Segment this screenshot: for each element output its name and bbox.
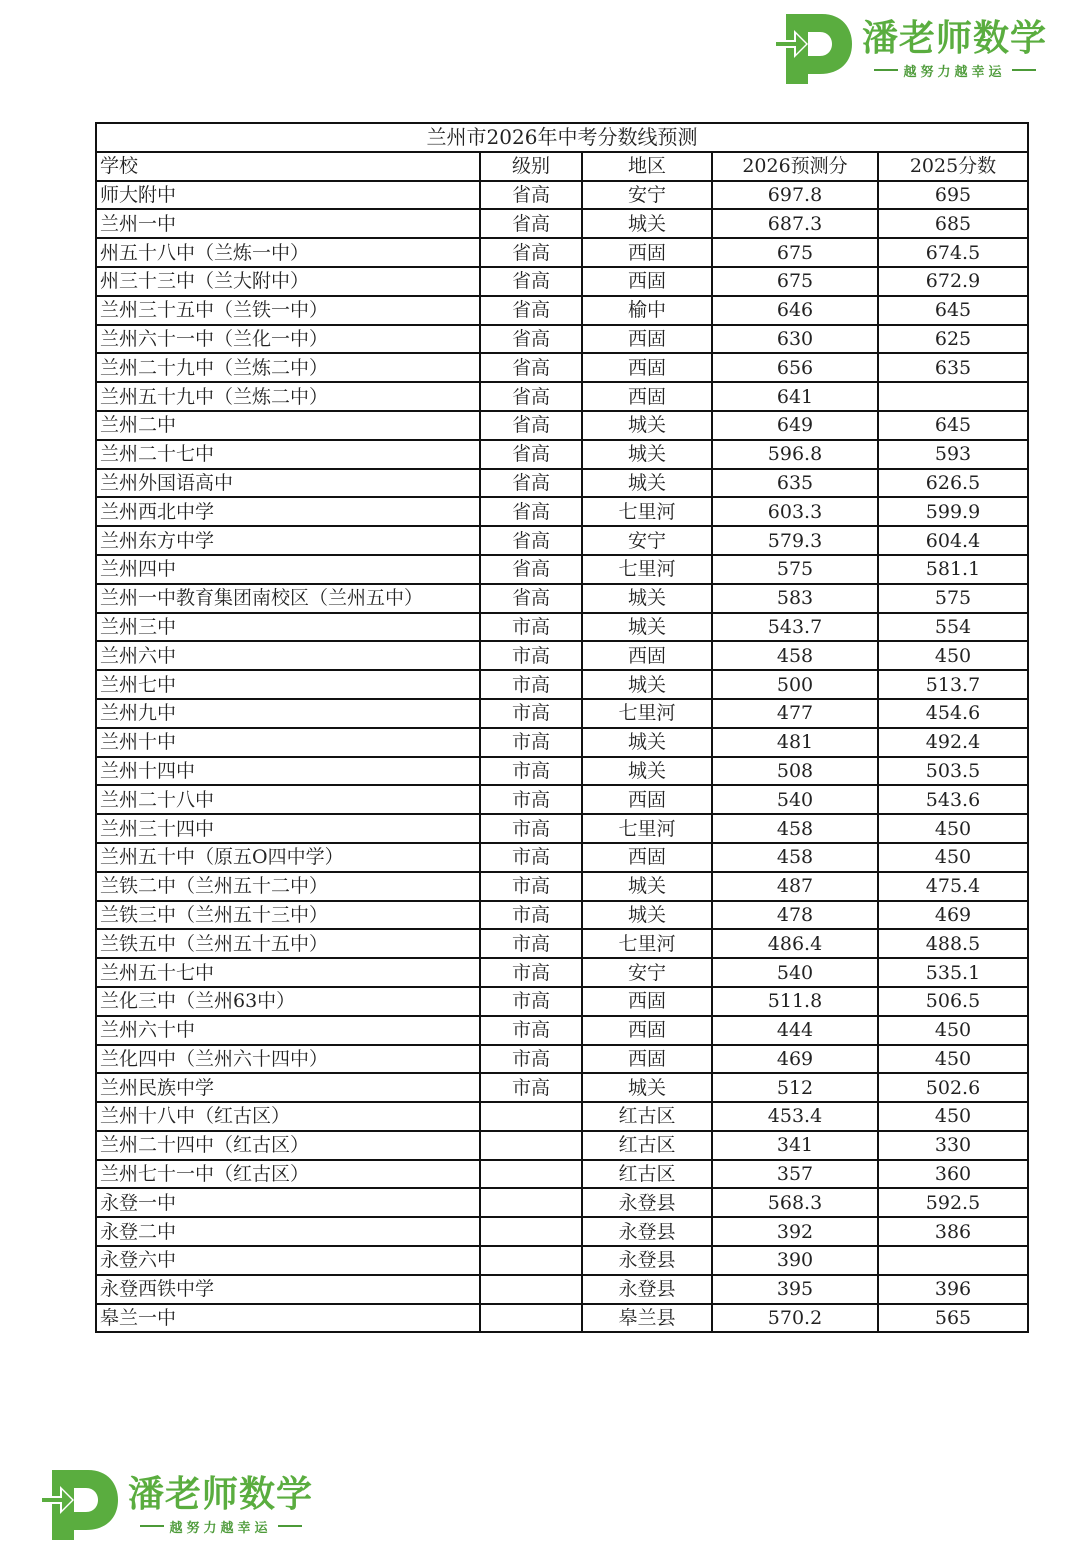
cell-2025-score: 492.4: [878, 728, 1028, 757]
cell-2025-score: 581.1: [878, 555, 1028, 584]
header-district: 地区: [582, 152, 712, 181]
cell-district: 红古区: [582, 1102, 712, 1131]
cell-2026-predicted: 641: [712, 382, 878, 411]
cell-district: 七里河: [582, 929, 712, 958]
cell-2025-score: 695: [878, 181, 1028, 210]
cell-2025-score: 604.4: [878, 526, 1028, 555]
cell-2026-predicted: 511.8: [712, 987, 878, 1016]
brand-slogan-row: [134, 1517, 308, 1536]
cell-district: 西固: [582, 325, 712, 354]
cell-district: 城关: [582, 440, 712, 469]
cell-school: 兰州七中: [96, 670, 480, 699]
cell-2026-predicted: 453.4: [712, 1102, 878, 1131]
header-level: 级别: [480, 152, 582, 181]
cell-school: 兰州五十七中: [96, 958, 480, 987]
cell-2026-predicted: 543.7: [712, 613, 878, 642]
cell-2025-score: 488.5: [878, 929, 1028, 958]
brand-logo-bottom: [38, 1468, 313, 1542]
cell-2026-predicted: 568.3: [712, 1188, 878, 1217]
cell-district: 西固: [582, 1016, 712, 1045]
cell-level: 市高: [480, 1045, 582, 1074]
cell-school: 兰州七十一中（红古区）: [96, 1160, 480, 1189]
cell-level: 市高: [480, 785, 582, 814]
cell-2026-predicted: 512: [712, 1073, 878, 1102]
cell-2025-score: 625: [878, 325, 1028, 354]
table-row: [96, 1045, 1028, 1074]
cell-school: 兰州二十九中（兰炼二中）: [96, 353, 480, 382]
table-row: [96, 699, 1028, 728]
cell-level: 市高: [480, 929, 582, 958]
cell-district: 城关: [582, 901, 712, 930]
table-row: [96, 901, 1028, 930]
cell-2026-predicted: 486.4: [712, 929, 878, 958]
cell-2026-predicted: 458: [712, 814, 878, 843]
cell-school: 兰州一中教育集团南校区（兰州五中）: [96, 584, 480, 613]
cell-2025-score: 599.9: [878, 497, 1028, 526]
cell-2025-score: 502.6: [878, 1073, 1028, 1102]
table-row: [96, 267, 1028, 296]
cell-district: 西固: [582, 641, 712, 670]
cell-2025-score: 450: [878, 641, 1028, 670]
cell-school: 永登二中: [96, 1217, 480, 1246]
table-row: [96, 209, 1028, 238]
cell-level: 省高: [480, 382, 582, 411]
cell-school: 兰州二十七中: [96, 440, 480, 469]
header-2026-predicted: 2026预测分: [712, 152, 878, 181]
cell-2025-score: 554: [878, 613, 1028, 642]
cell-school: 兰州民族中学: [96, 1073, 480, 1102]
cell-level: 市高: [480, 1073, 582, 1102]
cell-level: 市高: [480, 987, 582, 1016]
table-row: [96, 785, 1028, 814]
brand-slogan: 越努力越幸运: [169, 1520, 272, 1536]
cell-2025-score: 593: [878, 440, 1028, 469]
cell-2026-predicted: 656: [712, 353, 878, 382]
cell-district: 安宁: [582, 958, 712, 987]
cell-2025-score: 506.5: [878, 987, 1028, 1016]
cell-level: 市高: [480, 814, 582, 843]
brand-name: 潘老师数学: [128, 1473, 314, 1515]
cell-district: 永登县: [582, 1188, 712, 1217]
cell-school: 兰州九中: [96, 699, 480, 728]
table-title: 兰州市2026年中考分数线预测: [96, 123, 1028, 152]
cell-2025-score: 450: [878, 843, 1028, 872]
cell-2026-predicted: 508: [712, 757, 878, 786]
cell-2026-predicted: 596.8: [712, 440, 878, 469]
cell-2025-score: 674.5: [878, 238, 1028, 267]
cell-school: 兰州东方中学: [96, 526, 480, 555]
cell-level: 省高: [480, 353, 582, 382]
cell-level: 省高: [480, 238, 582, 267]
cell-level: 省高: [480, 584, 582, 613]
table-title-row: [96, 123, 1028, 152]
table-row: [96, 526, 1028, 555]
cell-district: 西固: [582, 267, 712, 296]
cell-level: 市高: [480, 641, 582, 670]
cell-level: [480, 1160, 582, 1189]
cell-2025-score: 454.6: [878, 699, 1028, 728]
cell-level: 市高: [480, 901, 582, 930]
table-row: [96, 1131, 1028, 1160]
cell-2025-score: 543.6: [878, 785, 1028, 814]
cell-school: 兰州十中: [96, 728, 480, 757]
cell-level: 市高: [480, 613, 582, 642]
table-row: [96, 1217, 1028, 1246]
cell-2026-predicted: 357: [712, 1160, 878, 1189]
cell-district: 永登县: [582, 1246, 712, 1275]
cell-level: [480, 1246, 582, 1275]
cell-district: 城关: [582, 469, 712, 498]
table-row: [96, 555, 1028, 584]
cell-district: 西固: [582, 843, 712, 872]
cell-district: 七里河: [582, 814, 712, 843]
table-row: [96, 1275, 1028, 1304]
cell-2026-predicted: 649: [712, 411, 878, 440]
cell-2026-predicted: 395: [712, 1275, 878, 1304]
cell-2026-predicted: 390: [712, 1246, 878, 1275]
cell-2026-predicted: 540: [712, 785, 878, 814]
cell-2025-score: 565: [878, 1304, 1028, 1333]
cell-district: 榆中: [582, 296, 712, 325]
table-row: [96, 469, 1028, 498]
cell-school: 兰铁五中（兰州五十五中）: [96, 929, 480, 958]
table-row: [96, 843, 1028, 872]
cell-2025-score: 575: [878, 584, 1028, 613]
cell-level: 市高: [480, 728, 582, 757]
cell-district: 七里河: [582, 497, 712, 526]
cell-level: [480, 1275, 582, 1304]
cell-2026-predicted: 481: [712, 728, 878, 757]
cell-2025-score: 450: [878, 1045, 1028, 1074]
cell-district: 红古区: [582, 1131, 712, 1160]
cell-2025-score: 450: [878, 1016, 1028, 1045]
cell-level: 市高: [480, 1016, 582, 1045]
cell-level: [480, 1217, 582, 1246]
table-row: [96, 325, 1028, 354]
cell-2026-predicted: 444: [712, 1016, 878, 1045]
cell-level: 省高: [480, 209, 582, 238]
table-row: [96, 1160, 1028, 1189]
table-row: [96, 1073, 1028, 1102]
cell-school: 兰州六十中: [96, 1016, 480, 1045]
cell-school: 永登一中: [96, 1188, 480, 1217]
cell-district: 城关: [582, 1073, 712, 1102]
cell-district: 七里河: [582, 699, 712, 728]
cell-2025-score: 513.7: [878, 670, 1028, 699]
cell-2026-predicted: 635: [712, 469, 878, 498]
cell-2025-score: 450: [878, 814, 1028, 843]
cell-2026-predicted: 458: [712, 843, 878, 872]
cell-level: 省高: [480, 469, 582, 498]
cell-level: 省高: [480, 296, 582, 325]
cell-2025-score: 635: [878, 353, 1028, 382]
brand-slogan-row: [868, 61, 1042, 80]
cell-district: 西固: [582, 353, 712, 382]
cell-school: 兰州二中: [96, 411, 480, 440]
cell-2025-score: [878, 382, 1028, 411]
table-row: [96, 929, 1028, 958]
cell-2026-predicted: 478: [712, 901, 878, 930]
table-row: [96, 353, 1028, 382]
table-body: [96, 181, 1028, 1333]
cell-2025-score: 503.5: [878, 757, 1028, 786]
cell-school: 兰州二十八中: [96, 785, 480, 814]
cell-2025-score: 396: [878, 1275, 1028, 1304]
cell-district: 城关: [582, 757, 712, 786]
cell-2026-predicted: 675: [712, 238, 878, 267]
table-row: [96, 670, 1028, 699]
cell-school: 兰州十四中: [96, 757, 480, 786]
cell-2026-predicted: 646: [712, 296, 878, 325]
cell-level: 省高: [480, 526, 582, 555]
cell-district: 安宁: [582, 526, 712, 555]
cell-level: 省高: [480, 440, 582, 469]
cell-level: 市高: [480, 872, 582, 901]
table-row: [96, 382, 1028, 411]
cell-school: 兰化三中（兰州63中）: [96, 987, 480, 1016]
cell-2026-predicted: 392: [712, 1217, 878, 1246]
cell-2025-score: 386: [878, 1217, 1028, 1246]
brand-p-icon: [772, 12, 854, 86]
cell-level: [480, 1131, 582, 1160]
cell-level: 省高: [480, 181, 582, 210]
cell-district: 西固: [582, 1045, 712, 1074]
cell-2025-score: 685: [878, 209, 1028, 238]
table-row: [96, 1304, 1028, 1333]
cell-2026-predicted: 341: [712, 1131, 878, 1160]
score-table: [95, 122, 1029, 1333]
cell-school: 兰化四中（兰州六十四中）: [96, 1045, 480, 1074]
table-row: [96, 728, 1028, 757]
cell-2025-score: 475.4: [878, 872, 1028, 901]
cell-school: 兰州五十中（原五O四中学）: [96, 843, 480, 872]
cell-district: 永登县: [582, 1275, 712, 1304]
cell-school: 兰州二十四中（红古区）: [96, 1131, 480, 1160]
cell-2026-predicted: 570.2: [712, 1304, 878, 1333]
brand-p-icon: [38, 1468, 120, 1542]
table-row: [96, 613, 1028, 642]
cell-district: 城关: [582, 411, 712, 440]
cell-2026-predicted: 603.3: [712, 497, 878, 526]
cell-school: 皋兰一中: [96, 1304, 480, 1333]
brand-slogan: 越努力越幸运: [903, 64, 1006, 80]
table-row: [96, 584, 1028, 613]
header-school: 学校: [96, 152, 480, 181]
cell-school: 兰州五十九中（兰炼二中）: [96, 382, 480, 411]
cell-district: 城关: [582, 209, 712, 238]
cell-2026-predicted: 458: [712, 641, 878, 670]
cell-district: 安宁: [582, 181, 712, 210]
header-2025-score: 2025分数: [878, 152, 1028, 181]
table-row: [96, 814, 1028, 843]
cell-level: [480, 1304, 582, 1333]
cell-school: 兰州一中: [96, 209, 480, 238]
cell-2026-predicted: 697.8: [712, 181, 878, 210]
cell-level: 省高: [480, 267, 582, 296]
table-row: [96, 1102, 1028, 1131]
table-row: [96, 958, 1028, 987]
cell-2026-predicted: 500: [712, 670, 878, 699]
cell-2026-predicted: 579.3: [712, 526, 878, 555]
cell-district: 城关: [582, 613, 712, 642]
cell-2025-score: 645: [878, 411, 1028, 440]
cell-school: 兰铁三中（兰州五十三中）: [96, 901, 480, 930]
cell-level: 市高: [480, 670, 582, 699]
cell-school: 永登西铁中学: [96, 1275, 480, 1304]
cell-school: 兰州三十四中: [96, 814, 480, 843]
cell-district: 城关: [582, 584, 712, 613]
cell-2025-score: 360: [878, 1160, 1028, 1189]
table-row: [96, 1016, 1028, 1045]
cell-district: 永登县: [582, 1217, 712, 1246]
cell-level: 市高: [480, 843, 582, 872]
cell-school: 兰州外国语高中: [96, 469, 480, 498]
cell-level: 市高: [480, 958, 582, 987]
table-row: [96, 497, 1028, 526]
cell-district: 红古区: [582, 1160, 712, 1189]
cell-level: 市高: [480, 699, 582, 728]
cell-school: 永登六中: [96, 1246, 480, 1275]
cell-district: 西固: [582, 238, 712, 267]
table-row: [96, 1246, 1028, 1275]
table-row: [96, 987, 1028, 1016]
cell-2025-score: [878, 1246, 1028, 1275]
cell-level: 省高: [480, 497, 582, 526]
cell-2026-predicted: 575: [712, 555, 878, 584]
table-row: [96, 440, 1028, 469]
cell-2026-predicted: 540: [712, 958, 878, 987]
cell-school: 兰州三中: [96, 613, 480, 642]
cell-2026-predicted: 487: [712, 872, 878, 901]
cell-district: 城关: [582, 872, 712, 901]
table-row: [96, 757, 1028, 786]
cell-school: 兰州六十一中（兰化一中）: [96, 325, 480, 354]
cell-2025-score: 535.1: [878, 958, 1028, 987]
table-row: [96, 1188, 1028, 1217]
cell-level: 省高: [480, 325, 582, 354]
cell-school: 兰州三十五中（兰铁一中）: [96, 296, 480, 325]
cell-school: 州五十八中（兰炼一中）: [96, 238, 480, 267]
table-header-row: [96, 152, 1028, 181]
cell-school: 兰州十八中（红古区）: [96, 1102, 480, 1131]
cell-2025-score: 592.5: [878, 1188, 1028, 1217]
cell-level: [480, 1102, 582, 1131]
cell-2025-score: 450: [878, 1102, 1028, 1131]
cell-district: 七里河: [582, 555, 712, 584]
cell-2025-score: 672.9: [878, 267, 1028, 296]
cell-2026-predicted: 583: [712, 584, 878, 613]
cell-school: 师大附中: [96, 181, 480, 210]
cell-level: 省高: [480, 555, 582, 584]
cell-level: [480, 1188, 582, 1217]
cell-2026-predicted: 630: [712, 325, 878, 354]
cell-school: 兰州六中: [96, 641, 480, 670]
cell-2025-score: 469: [878, 901, 1028, 930]
cell-2026-predicted: 675: [712, 267, 878, 296]
brand-name: 潘老师数学: [862, 17, 1048, 59]
cell-2025-score: 645: [878, 296, 1028, 325]
cell-level: 市高: [480, 757, 582, 786]
cell-school: 兰州四中: [96, 555, 480, 584]
table-row: [96, 641, 1028, 670]
cell-2026-predicted: 687.3: [712, 209, 878, 238]
cell-school: 州三十三中（兰大附中）: [96, 267, 480, 296]
cell-district: 城关: [582, 728, 712, 757]
table-row: [96, 296, 1028, 325]
cell-school: 兰铁二中（兰州五十二中）: [96, 872, 480, 901]
cell-district: 西固: [582, 382, 712, 411]
table-row: [96, 411, 1028, 440]
cell-2025-score: 626.5: [878, 469, 1028, 498]
cell-school: 兰州西北中学: [96, 497, 480, 526]
cell-district: 城关: [582, 670, 712, 699]
cell-2025-score: 330: [878, 1131, 1028, 1160]
cell-level: 省高: [480, 411, 582, 440]
cell-2026-predicted: 477: [712, 699, 878, 728]
cell-2026-predicted: 469: [712, 1045, 878, 1074]
table-row: [96, 238, 1028, 267]
cell-district: 皋兰县: [582, 1304, 712, 1333]
table-row: [96, 872, 1028, 901]
cell-district: 西固: [582, 785, 712, 814]
cell-district: 西固: [582, 987, 712, 1016]
table-row: [96, 181, 1028, 210]
brand-logo-top: [772, 12, 1047, 86]
